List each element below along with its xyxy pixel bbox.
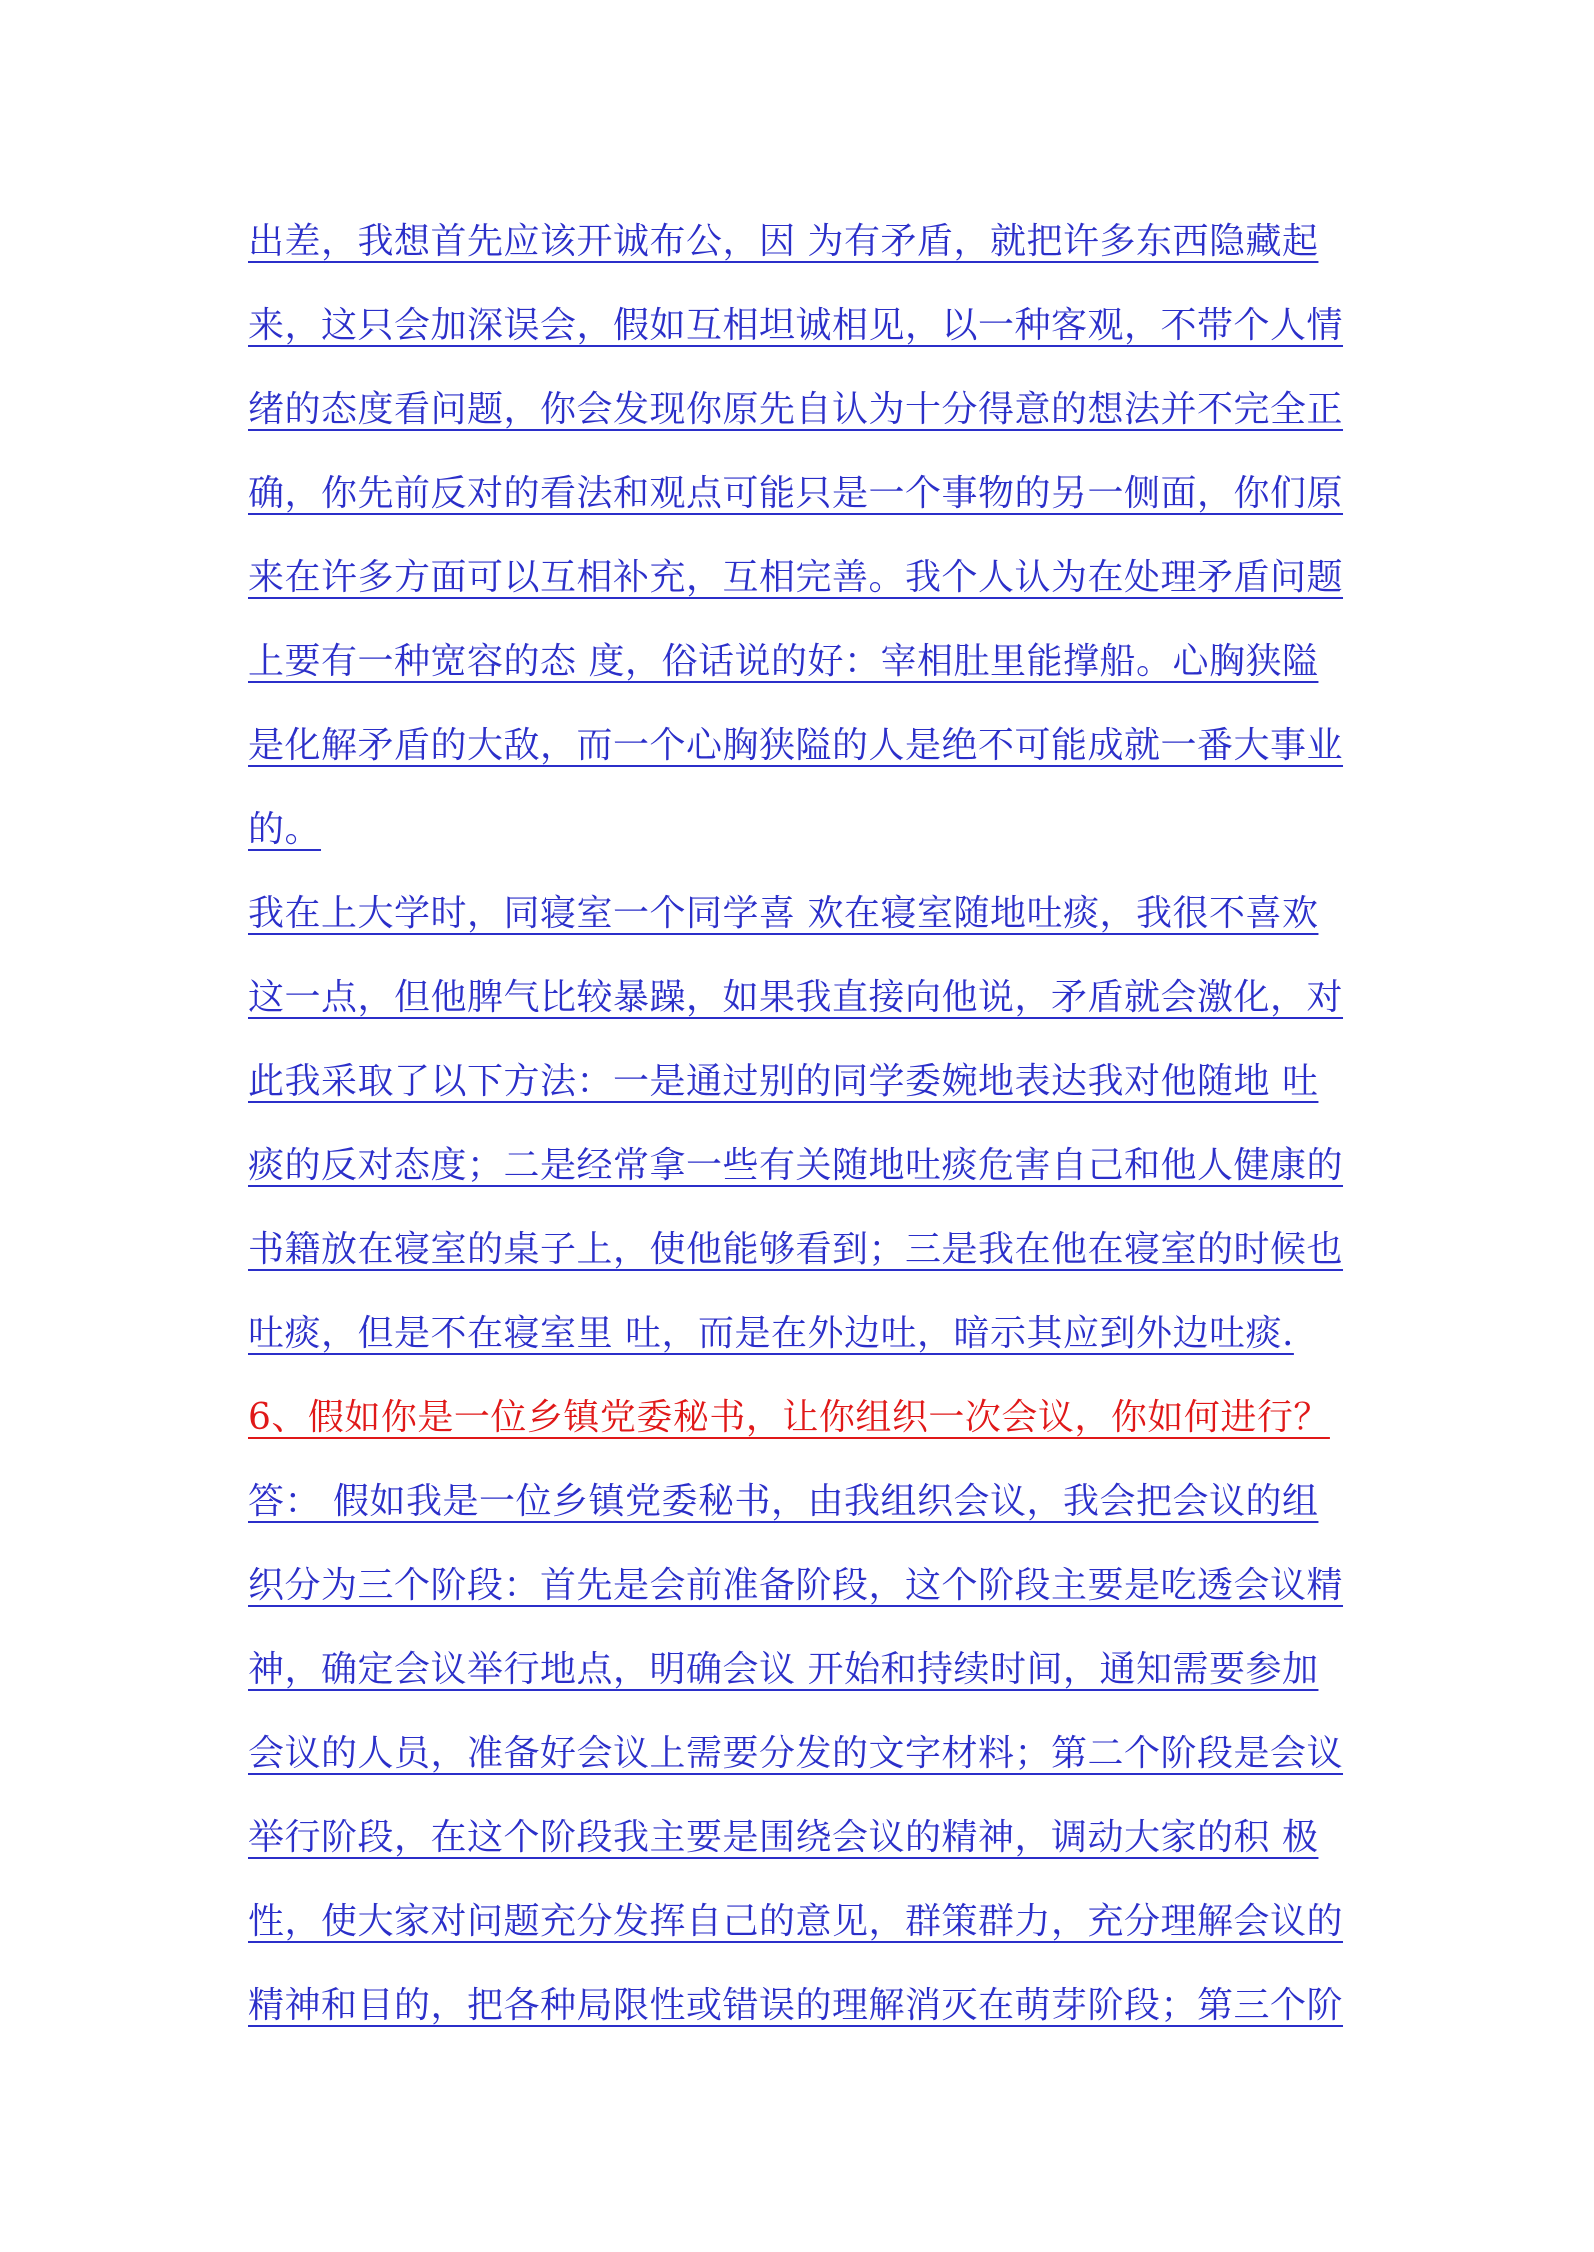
- text-line: 是化解矛盾的大敌，而一个心胸狭隘的人是绝不可能成就一番大事业: [248, 725, 1344, 766]
- document-body: [248, 206, 1363, 2054]
- text-line: 出差，我想首先应该开诚布公，因 为有矛盾，就把许多东西隐藏起: [248, 221, 1319, 262]
- text-line: 上要有一种宽容的态 度，俗话说的好：宰相肚里能撑船。心胸狭隘: [248, 641, 1319, 682]
- text-line: 这一点，但他脾气比较暴躁，如果我直接向他说，矛盾就会激化，对: [248, 977, 1344, 1018]
- text-line: 举行阶段，在这个阶段我主要是围绕会议的精神，调动大家的积 极: [248, 1817, 1319, 1858]
- text-line: 绪的态度看问题，你会发现你原先自认为十分得意的想法并不完全正: [248, 389, 1344, 430]
- text-line: 来，这只会加深误会，假如互相坦诚相见，以一种客观，不带个人情: [248, 305, 1344, 346]
- text-line: 吐痰，但是不在寝室里 吐，而是在外边吐，暗示其应到外边吐痰.: [248, 1313, 1294, 1354]
- answer-line: 答： 假如我是一位乡镇党委秘书，由我组织会议，我会把会议的组: [248, 1481, 1319, 1522]
- question-heading: 6、假如你是一位乡镇党委秘书，让你组织一次会议，你如何进行？: [248, 1397, 1330, 1438]
- text-line: 我在上大学时，同寝室一个同学喜 欢在寝室随地吐痰，我很不喜欢: [248, 893, 1319, 934]
- text-line: 的。: [248, 809, 322, 850]
- text-line: 织分为三个阶段：首先是会前准备阶段，这个阶段主要是吃透会议精: [248, 1565, 1344, 1606]
- text-line: 痰的反对态度；二是经常拿一些有关随地吐痰危害自己和他人健康的: [248, 1145, 1344, 1186]
- text-line: 书籍放在寝室的桌子上，使他能够看到；三是我在他在寝室的时候也: [248, 1229, 1344, 1270]
- text-line: 来在许多方面可以互相补充，互相完善。我个人认为在处理矛盾问题: [248, 557, 1344, 598]
- text-line: 此我采取了以下方法：一是通过别的同学委婉地表达我对他随地 吐: [248, 1061, 1319, 1102]
- text-line: 神，确定会议举行地点，明确会议 开始和持续时间，通知需要参加: [248, 1649, 1319, 1690]
- text-line: 性，使大家对问题充分发挥自己的意见，群策群力，充分理解会议的: [248, 1901, 1344, 1942]
- text-line: 会议的人员，准备好会议上需要分发的文字材料；第二个阶段是会议: [248, 1733, 1344, 1774]
- text-line: 确，你先前反对的看法和观点可能只是一个事物的另一侧面，你们原: [248, 473, 1344, 514]
- text-line: 精神和目的，把各种局限性或错误的理解消灭在萌芽阶段；第三个阶: [248, 1985, 1344, 2026]
